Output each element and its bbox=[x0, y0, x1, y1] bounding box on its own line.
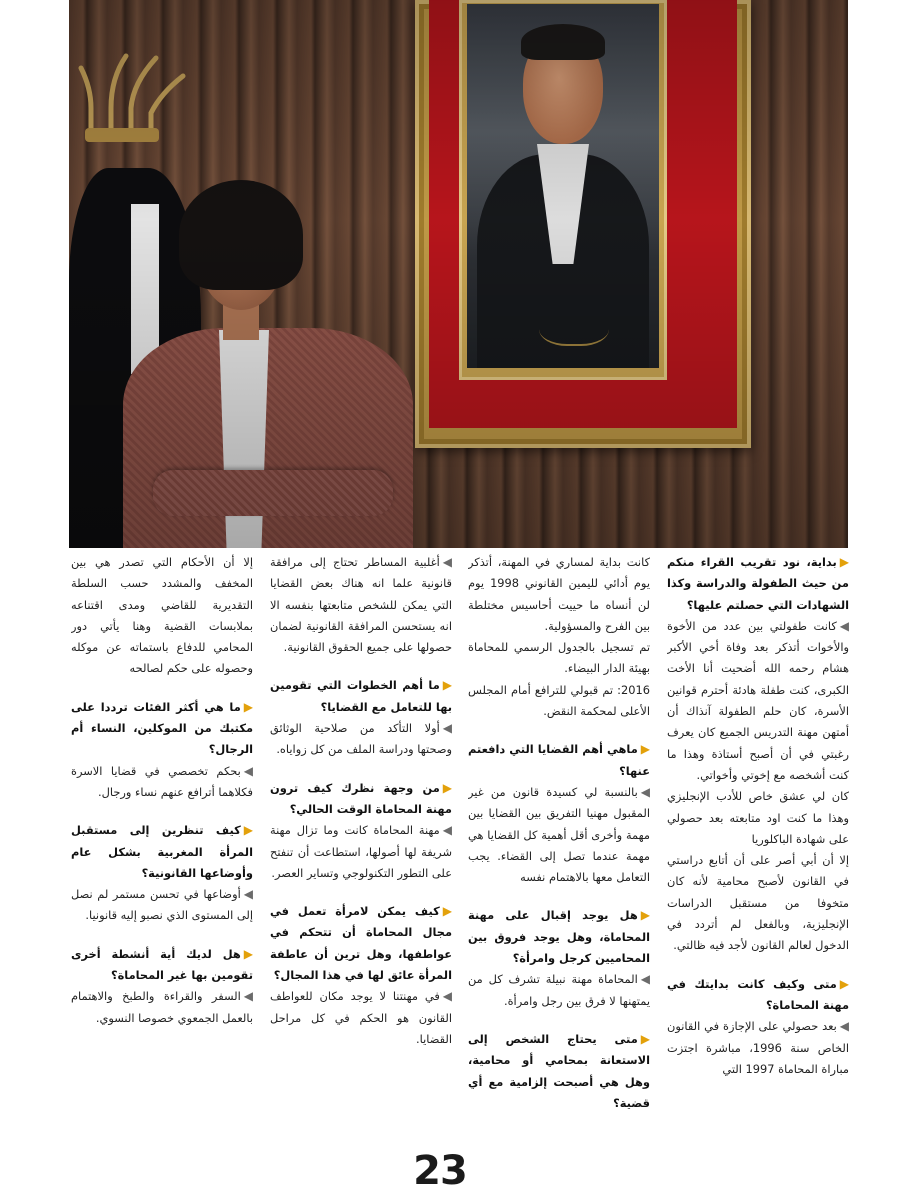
answer-marker-icon: ◀ bbox=[839, 618, 849, 633]
paragraph-gap bbox=[71, 680, 253, 697]
paragraph-text: متى وكيف كانت بدايتك في مهنة المحاماة؟ bbox=[667, 976, 849, 1012]
body-paragraph bbox=[667, 786, 849, 850]
answer-marker-icon: ◀ bbox=[442, 555, 452, 569]
question-marker-icon: ▶ bbox=[243, 699, 253, 714]
question-marker-icon: ▶ bbox=[243, 823, 253, 838]
article-photo bbox=[69, 0, 848, 548]
paragraph-text: هل يوجد إقبال على مهنة المحاماة، وهل يوجد فروق بين المحاميين كرجل وامرأة؟ bbox=[468, 908, 650, 966]
interview-answer bbox=[468, 969, 650, 1012]
interview-question bbox=[270, 675, 452, 718]
interview-answer bbox=[71, 761, 253, 804]
answer-marker-icon: ◀ bbox=[243, 887, 253, 902]
paragraph-gap bbox=[468, 888, 650, 905]
paragraph-text: إلا أن أبي أصر على أن أتابع دراستي في القانون لأصبح محامية لأنه كان متخوفا من مستقبل الدراسات الإنجليزية، وبالفعل لم أتردد في الدخول لعالم القانون لأجد فيه ظالتي. bbox=[667, 853, 849, 953]
question-marker-icon: ▶ bbox=[839, 976, 849, 991]
paragraph-text: ما هي أكثر الفئات ترددا على مكتبك من الموكلين، النساء أم الرجال؟ bbox=[71, 699, 253, 757]
body-paragraph bbox=[667, 850, 849, 956]
paragraph-text: من وجهة نظرك كيف ترون مهنة المحاماة الوقت الحالي؟ bbox=[270, 780, 452, 816]
paragraph-text: مهنة المحاماة كانت وما تزال مهنة شريفة لها أصولها، استطاعت أن تنفتح على التطور التكنولوجي وتساير العصر. bbox=[270, 823, 452, 880]
paragraph-gap bbox=[667, 957, 849, 974]
answer-marker-icon: ◀ bbox=[442, 823, 452, 838]
interview-question bbox=[71, 944, 253, 987]
paragraph-gap bbox=[468, 1012, 650, 1029]
answer-marker-icon: ◀ bbox=[243, 763, 253, 778]
paragraph-text: تم تسجيل بالجدول الرسمي للمحاماة بهيئة الدار البيضاء. bbox=[468, 640, 650, 676]
interview-question bbox=[667, 974, 849, 1017]
answer-marker-icon: ◀ bbox=[640, 784, 650, 799]
body-paragraph bbox=[468, 637, 650, 680]
interview-question bbox=[270, 901, 452, 986]
article-column-4 bbox=[71, 552, 253, 1142]
page-number: 23 bbox=[413, 1148, 467, 1194]
paragraph-text: المحاماة مهنة نبيلة تشرف كل من يمتهنها لا فرق بين رجل وامرأة. bbox=[468, 972, 650, 1008]
paragraph-text: في مهنتنا لا يوجد مكان للعواطف القانون هو الحكم في كل مراحل القضايا. bbox=[270, 989, 452, 1046]
article-column-2 bbox=[468, 552, 650, 1142]
paragraph-text: كانت طفولتي بين عدد من الأخوة والأخوات أتذكر بعد وفاة أخي الأكبر هشام رحمه الله أضحيت أنا الأخت الكبرى، كنت طفلة هادئة أحترم قوانين الأسرة، كان حلم الطفولة آنذاك أن أمتهن مهنة التدريس الجميع كان يعرف رغبتي في أن أصبح أستاذة وهذا ما كنت أشخصه مع إخوتي وأخواتي. bbox=[667, 618, 849, 782]
paragraph-text: السفر والقراءة والطبخ والاهتمام بالعمل الجمعوي خصوصا النسوي. bbox=[71, 989, 253, 1025]
paragraph-text: هل لديك أية أنشطة أخرى تقومين بها غير المحاماة؟ bbox=[71, 946, 253, 983]
paragraph-gap bbox=[468, 722, 650, 739]
interview-answer bbox=[468, 782, 650, 888]
answer-marker-icon: ◀ bbox=[243, 989, 253, 1004]
body-paragraph bbox=[71, 552, 253, 680]
paragraph-text: ما أهم الخطوات التي تقومين بها للتعامل مع القضايا؟ bbox=[270, 678, 452, 714]
article-column-3 bbox=[270, 552, 452, 1142]
question-marker-icon: ▶ bbox=[442, 678, 452, 693]
article-column-1 bbox=[667, 552, 849, 1142]
paragraph-gap bbox=[71, 803, 253, 820]
interview-question bbox=[468, 1029, 650, 1114]
interview-answer bbox=[270, 820, 452, 884]
paragraph-gap bbox=[71, 927, 253, 944]
interview-question bbox=[71, 820, 253, 884]
question-marker-icon: ▶ bbox=[839, 555, 849, 569]
paragraph-text: أوضاعها في تحسن مستمر لم نصل إلى المستوى الذي نصبو إليه قانونيا. bbox=[71, 887, 253, 923]
interview-answer bbox=[667, 1016, 849, 1080]
answer-marker-icon: ◀ bbox=[839, 1019, 849, 1034]
question-marker-icon: ▶ bbox=[640, 1031, 650, 1046]
paragraph-text: متى يحتاج الشخص إلى الاستعانة بمحامي أو محامية، وهل هي أصبحت إلزامية مع أي قضية؟ bbox=[468, 1031, 650, 1110]
paragraph-text: أغلبية المساطر تحتاج إلى مرافقة قانونية علما انه هناك بعض القضايا التي يمكن للشخص متابعتها بنفسه الا انه يستحسن المرافقة القانونية لضمان حصولها على جميع الحقوق القانونية. bbox=[270, 555, 452, 655]
question-marker-icon: ▶ bbox=[442, 780, 452, 795]
interview-answer bbox=[71, 884, 253, 927]
interview-question bbox=[667, 552, 849, 616]
interview-answer bbox=[667, 616, 849, 786]
paragraph-gap bbox=[270, 884, 452, 901]
paragraph-text: 2016: تم قبولي للترافع أمام المجلس الأعلى لمحكمة النقض. bbox=[468, 682, 650, 719]
interview-answer bbox=[270, 986, 452, 1050]
question-marker-icon: ▶ bbox=[243, 946, 253, 961]
interview-question bbox=[71, 697, 253, 761]
answer-marker-icon: ◀ bbox=[442, 989, 452, 1004]
question-marker-icon: ▶ bbox=[640, 742, 650, 757]
paragraph-text: كانت بداية لمساري في المهنة، أتذكر يوم أدائي لليمين القانوني 1998 يوم لن أنساه ما حييت أحاسيس مختلطة بين الفرح والمسؤولية. bbox=[468, 555, 650, 633]
question-marker-icon: ▶ bbox=[640, 908, 650, 923]
interview-answer bbox=[270, 718, 452, 761]
question-marker-icon: ▶ bbox=[442, 904, 452, 919]
paragraph-text: أولا التأكد من صلاحية الوثائق وصحتها ودراسة الملف من كل زواياه. bbox=[270, 721, 452, 757]
paragraph-text: كيف يمكن لامرأة تعمل في مجال المحاماة أن تتحكم في عواطفها، وهل ترين أن عاطفة المرأة عائق لها في هذا المجال؟ bbox=[270, 904, 452, 983]
interview-answer bbox=[270, 552, 452, 658]
interview-answer bbox=[71, 986, 253, 1029]
answer-marker-icon: ◀ bbox=[640, 972, 650, 987]
paragraph-text: كان لي عشق خاص للأدب الإنجليزي وهذا ما كنت اود متابعته بعد حصولي على شهادة الباكلوريا bbox=[667, 789, 849, 846]
paragraph-gap bbox=[270, 658, 452, 675]
answer-marker-icon: ◀ bbox=[442, 721, 452, 736]
body-paragraph bbox=[468, 680, 650, 723]
paragraph-text: ماهي أهم القضايا التي دافعتم عنها؟ bbox=[468, 742, 650, 778]
interview-question bbox=[270, 778, 452, 821]
interview-question bbox=[468, 905, 650, 969]
interview-question bbox=[468, 739, 650, 782]
paragraph-gap bbox=[270, 761, 452, 778]
paragraph-text: بعد حصولي على الإجازة في القانون الخاص سنة 1996، مباشرة اجتزت مباراة المحاماة 1997 التي bbox=[667, 1019, 849, 1076]
paragraph-text: كيف تنظرين إلى مستقبل المرأة المغربية بشكل عام وأوضاعها القانونية؟ bbox=[71, 823, 253, 880]
paragraph-text: بالنسبة لي كسيدة قانون من غير المقبول مهنيا التفريق بين القضايا بين مهمة وأخرى أقل أهمية كل القضايا هي مهمة عندما تصل إلى القضاء. يجب التعامل معها بالاهتمام نفسه bbox=[468, 784, 650, 885]
paragraph-text: إلا أن الأحكام التي تصدر هي بين المخفف والمشدد حسب السلطة التقديرية للقاضي ومدى اقتناعه بملابسات القضية وهنا يأتي دور المحامي للدفاع باستماته عن موكله وحصوله على حكم لصالحه bbox=[71, 555, 253, 676]
paragraph-text: بداية، نود تقريب القراء منكم من حيث الطفولة والدراسة وكذا الشهادات التي حصلتم عليها؟ bbox=[667, 555, 849, 612]
body-paragraph bbox=[468, 552, 650, 637]
paragraph-text: بحكم تخصصي في قضايا الاسرة فكلاهما أترافع عنهم نساء ورجال. bbox=[71, 763, 253, 799]
